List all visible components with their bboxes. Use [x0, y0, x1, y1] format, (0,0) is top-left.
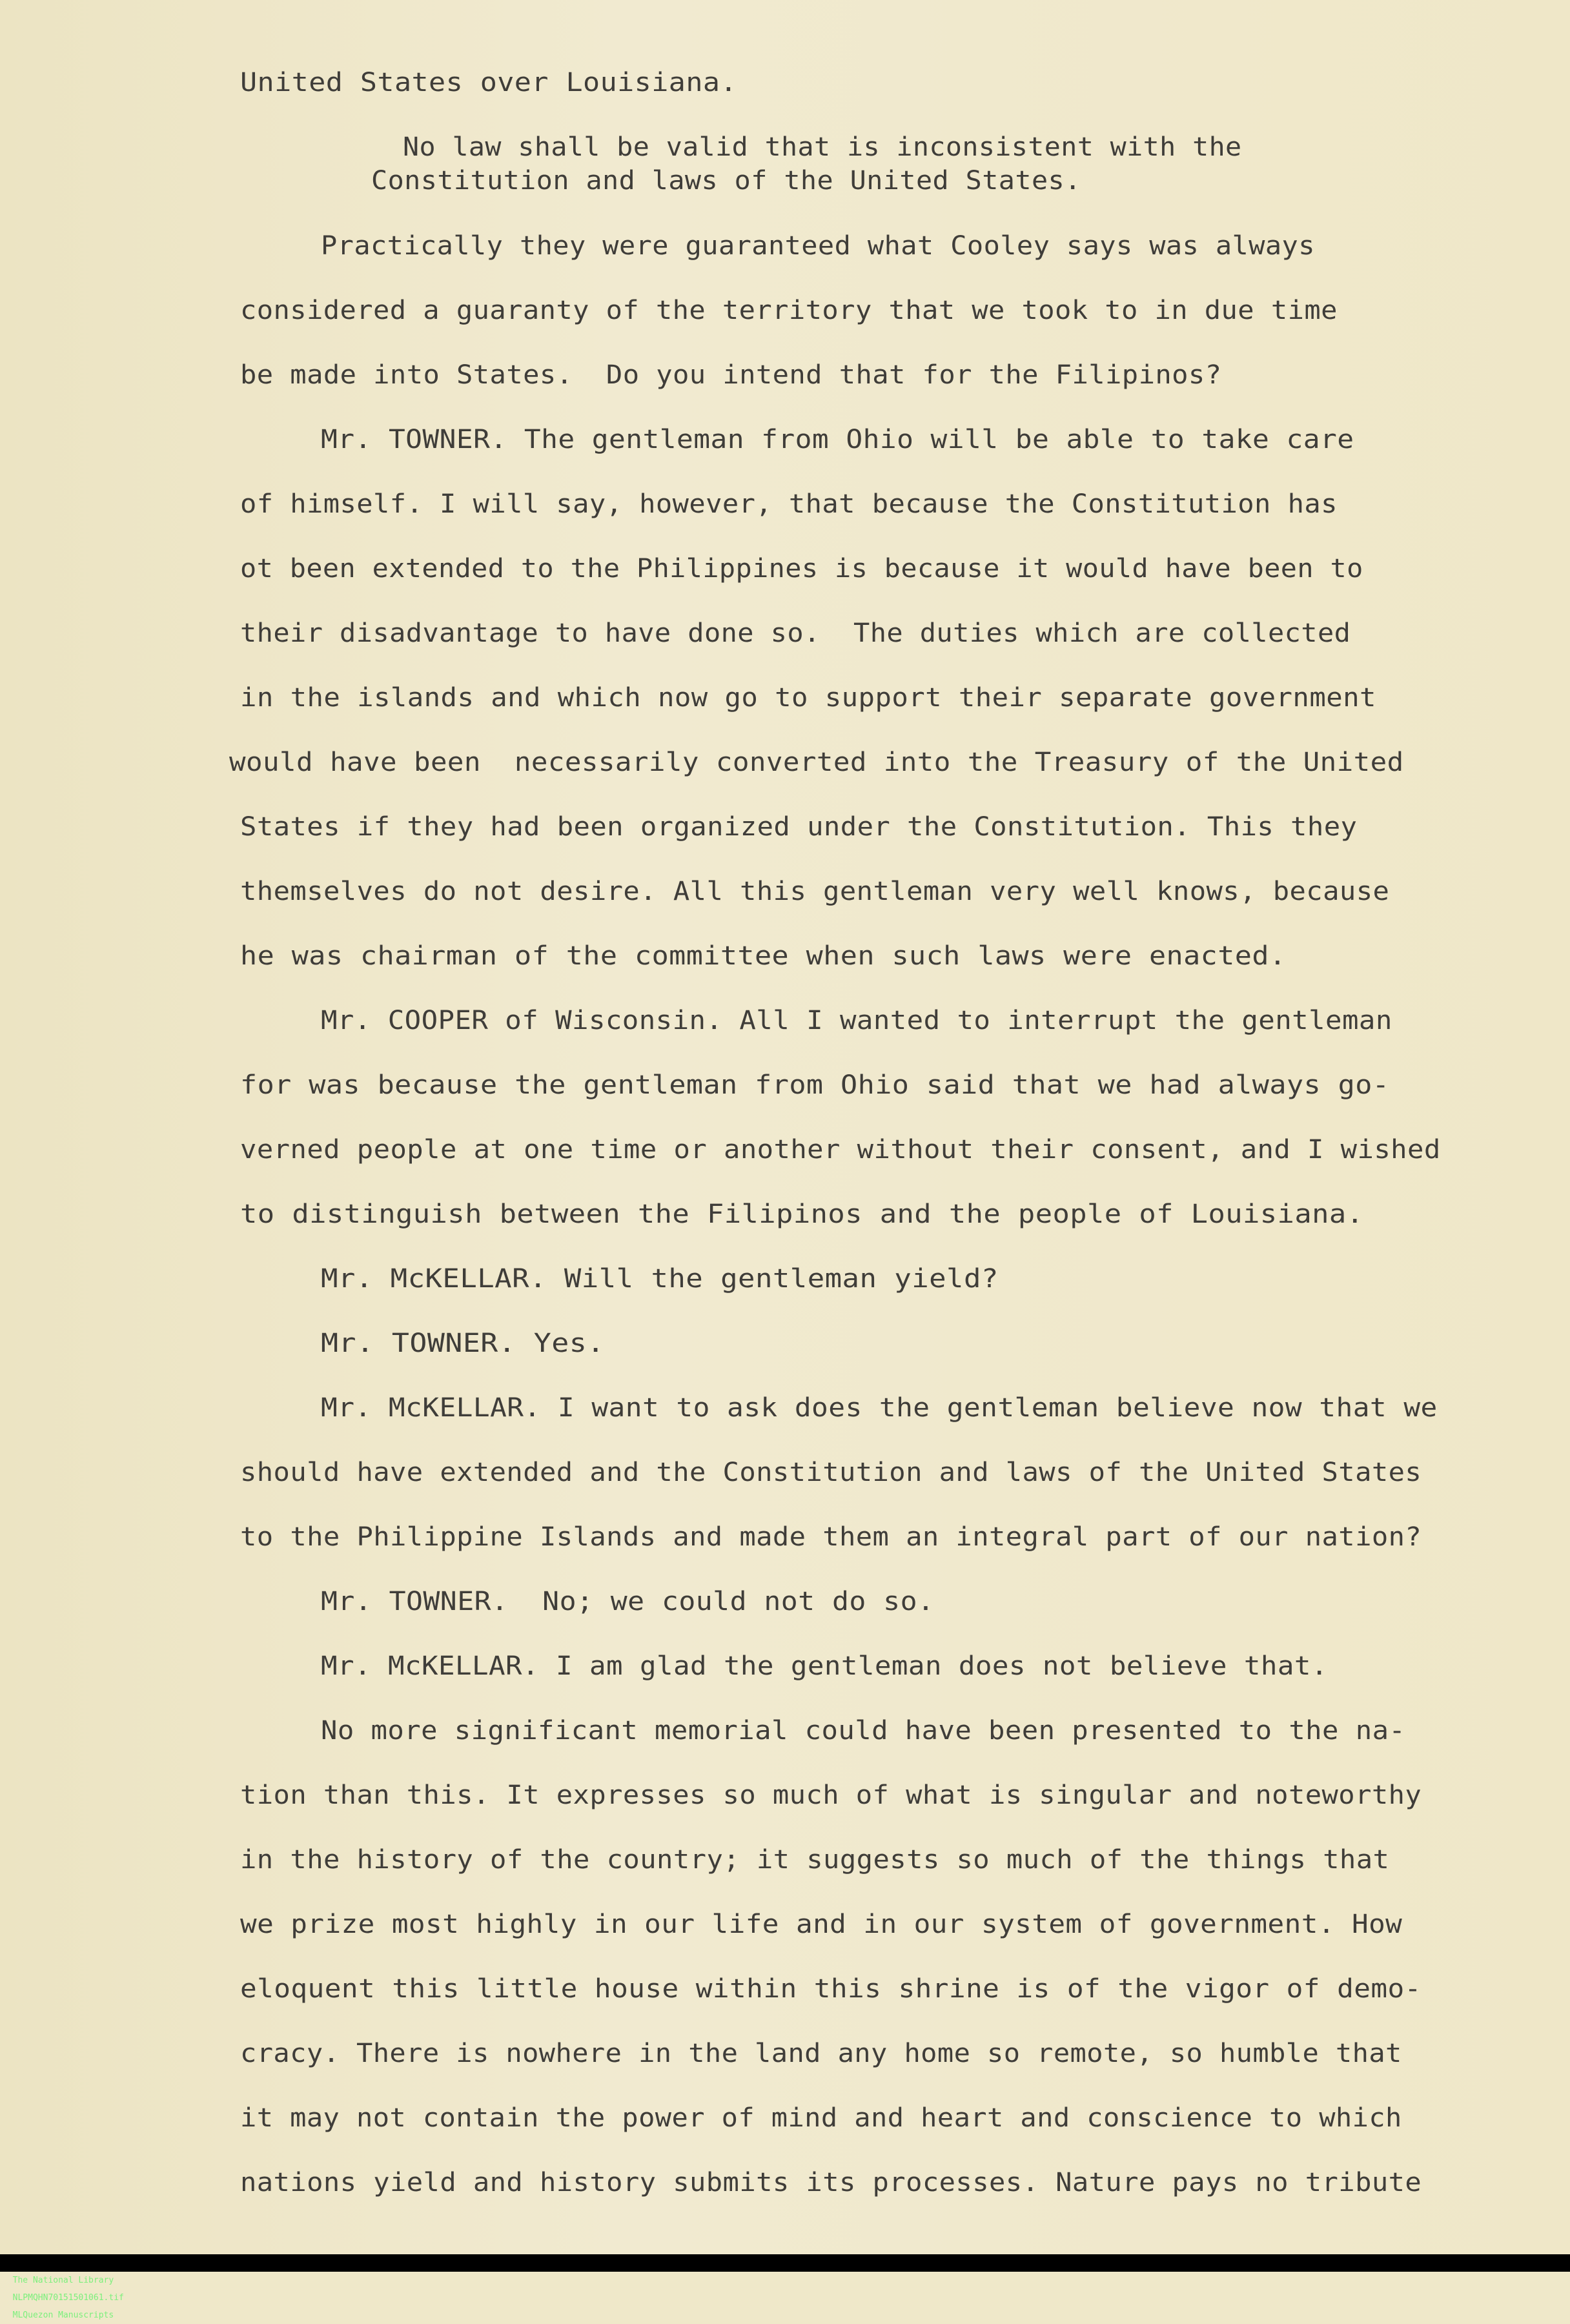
text-line: would have been necessarily converted into the Treasury of the United	[229, 748, 1404, 777]
text-line: considered a guaranty of the territory that we took to in due time	[240, 296, 1338, 325]
text-line: Mr. TOWNER. The gentleman from Ohio will be able to take care	[321, 425, 1354, 454]
footer-collection: MLQuezon Manuscripts	[12, 2310, 114, 2320]
text-line: for was because the gentleman from Ohio said that we had always go-	[240, 1070, 1390, 1100]
text-line: nations yield and history submits its processes. Nature pays no tribute	[240, 2168, 1422, 2197]
text-line: No more significant memorial could have been presented to the na-	[321, 1716, 1406, 1746]
text-line: eloquent this little house within this shrine is of the vigor of demo-	[240, 1974, 1422, 2004]
text-line: be made into States. Do you intend that for the Filipinos?	[240, 360, 1222, 390]
archive-footer-bar	[0, 2254, 1570, 2320]
text-line: United States over Louisiana.	[240, 68, 737, 97]
footer-file-id: NLPMQHN70151501061.tif	[12, 2293, 124, 2303]
text-line: States if they had been organized under the Constitution. This they	[240, 812, 1358, 842]
text-line: Practically they were guaranteed what Cooley says was always	[321, 231, 1315, 261]
text-line: their disadvantage to have done so. The duties which are collected	[240, 618, 1351, 648]
text-line: Mr. McKELLAR. Will the gentleman yield?	[321, 1264, 999, 1294]
text-line: Mr. McKELLAR. I am glad the gentleman does not believe that.	[321, 1651, 1328, 1681]
text-line: we prize most highly in our life and in our system of government. How	[240, 1910, 1403, 1939]
text-line: in the history of the country; it suggests so much of the things that	[240, 1845, 1390, 1875]
text-line: he was chairman of the committee when such laws were enacted.	[240, 941, 1287, 971]
text-line: themselves do not desire. All this gentleman very well knows, because	[240, 877, 1390, 906]
text-line: in the islands and which now go to support their separate government	[240, 683, 1376, 713]
text-line: Mr. TOWNER. Yes.	[321, 1329, 605, 1358]
text-line: of himself. I will say, however, that because the Constitution has	[240, 489, 1338, 519]
text-line: Mr. McKELLAR. I want to ask does the gentleman believe now that we	[321, 1393, 1438, 1423]
text-line: ot been extended to the Philippines is because it would have been to	[240, 554, 1363, 584]
text-line: tion than this. It expresses so much of what is singular and noteworthy	[240, 1780, 1422, 1810]
text-line: cracy. There is nowhere in the land any home so remote, so humble that	[240, 2039, 1402, 2068]
text-line: it may not contain the power of mind and heart and conscience to which	[240, 2103, 1402, 2133]
text-line: Mr. TOWNER. No; we could not do so.	[321, 1587, 935, 1616]
text-line: to the Philippine Islands and made them an integral part of our nation?	[240, 1522, 1422, 1552]
footer-library: The National Library	[12, 2276, 114, 2285]
text-line: Mr. COOPER of Wisconsin. All I wanted to interrupt the gentleman	[321, 1006, 1392, 1035]
text-line: verned people at one time or another without their consent, and I wished	[240, 1135, 1441, 1165]
text-line: should have extended and the Constitution and laws of the United States	[240, 1458, 1422, 1487]
text-line: to distinguish between the Filipinos and the people of Louisiana.	[240, 1199, 1364, 1229]
text-line: Constitution and laws of the United States.	[371, 166, 1081, 196]
text-line: No law shall be valid that is inconsistent with the	[403, 132, 1242, 162]
